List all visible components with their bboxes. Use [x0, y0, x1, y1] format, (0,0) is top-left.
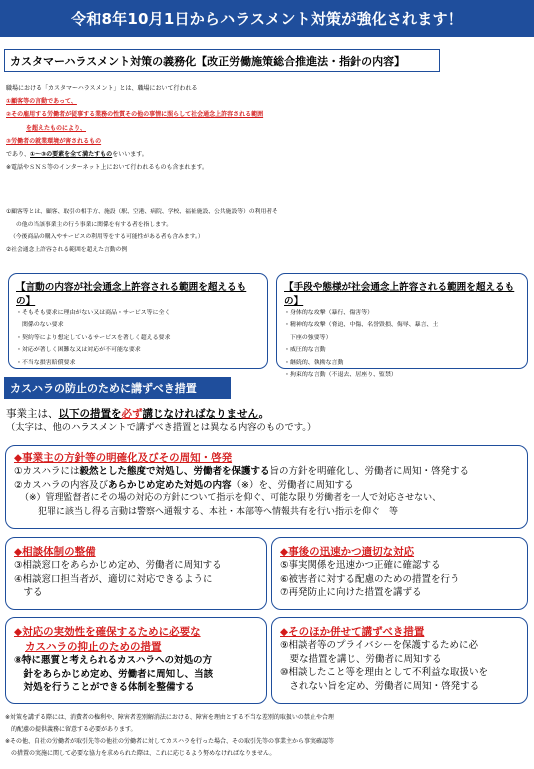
box-policy-title	[14, 450, 519, 465]
policy-line-2c: （※）を、労働者に周知する	[231, 479, 354, 491]
box-other-title	[280, 624, 519, 639]
list-item: ・契約等により想定しているサービスを著しく超える要求	[16, 333, 171, 341]
policy-note-1: （※）管理監督者にその場の対応の方針について指示を仰ぐ、可能な限り労働者を一人で対応させない、	[20, 493, 442, 504]
list-item: 関係のない要求	[16, 321, 64, 329]
diamond-icon: ◆	[280, 626, 289, 638]
page-banner	[0, 0, 534, 37]
conclusion-pre: であり、	[6, 151, 31, 159]
lead-underline-2: 講じなければなりません	[142, 408, 259, 420]
list-item: ・精神的な攻撃（脅迫、中傷、名誉毀損、侮辱、暴言、土	[284, 321, 439, 329]
diamond-icon: ◆	[14, 626, 23, 638]
definition-intro: 職場における「カスタマーハラスメント」とは、職場において行われる	[6, 85, 198, 92]
definition-block	[6, 82, 528, 174]
lead-pre: 事業主は、	[6, 408, 59, 420]
response-line-3: ⑦再発防止に向けた措置を講ずる	[280, 587, 422, 599]
other-line-1: ⑨相談者等のプライバシーを保護するために必	[280, 640, 479, 651]
policy-line-1b: 毅然とした態度で対処し、労働者を保護する	[79, 466, 270, 477]
box-response	[271, 537, 528, 610]
example-right-list	[284, 307, 520, 381]
def1-line-a: ①顧客等とは、顧客、取引の相手方、施設（駅、空港、病院、学校、福祉施設、公共施設等）の利用者そ	[6, 209, 278, 215]
lead-post: 。	[258, 408, 270, 420]
suppress-line-1: ⑧特に悪質と考えられるカスハラへの対処の方	[14, 655, 213, 666]
banner-title: 令和8年10月1日からハラスメント対策が強化されます！	[71, 10, 463, 28]
consult-line-3: する	[14, 587, 43, 599]
suppress-line-3: 対処を行うことができる体制を整備する	[14, 682, 195, 694]
example-left-title: 【言動の内容が社会通念上許容される範囲を超えるもの】	[16, 282, 247, 307]
response-line-1: ⑤事実関係を迅速かつ正確に確認する	[280, 560, 441, 571]
list-item: ・不当な損害賠償要求	[16, 358, 76, 366]
box-suppression	[5, 617, 267, 704]
diamond-icon: ◆	[14, 546, 23, 558]
response-line-2: ⑥被害者に対する配慮のための措置を行う	[280, 573, 460, 585]
definition-notes	[6, 206, 528, 256]
box-policy-title-text: 事業主の方針等の明確化及びその周知・啓発	[22, 452, 233, 464]
policy-line-2	[14, 479, 519, 493]
list-item: ・継続的、執拗な言動	[284, 358, 344, 366]
consult-line-2: ④相談窓口担当者が、適切に対応できるように	[14, 573, 213, 585]
lead-underline-1: 以下の措置を	[58, 408, 122, 420]
policy-line-2b: あらかじめ定めた対処の内容	[108, 479, 232, 491]
list-item: ・そもそも要求に理由がない又は商品・サービス等に全く	[16, 309, 171, 316]
section1-heading	[4, 49, 440, 72]
suppress-line-2: 針をあらかじめ定め、労働者に周知し、当該	[14, 668, 214, 680]
policy-note-2: 犯罪に該当し得る言動は警察へ通報する、本社・本部等へ情報共有を行い指示を仰ぐ 等	[38, 506, 399, 517]
footnotes	[5, 712, 531, 760]
box-other	[271, 617, 528, 704]
policy-line-1	[14, 465, 519, 479]
conclusion-bold: ①～③の要素を全て満たすもの	[30, 151, 113, 159]
box-other-title-text: そのほか併せて講ずべき措置	[288, 626, 425, 638]
section2-heading	[4, 377, 231, 399]
example-left-list	[16, 307, 260, 369]
box-suppression-title-2: カスハラの抑止のための措置	[25, 641, 162, 653]
box-policy	[5, 445, 528, 529]
footnote-2a: ※その他、自社の労働者が取引先等の他社の労働者に対してカスハラを行った場合、その取引先等の事業主から事実確認等	[5, 738, 335, 745]
example-box-manner	[276, 273, 528, 379]
box-consultation	[5, 537, 267, 610]
list-item: ・威圧的な言動	[284, 346, 326, 354]
def1-line-b: の他の当該事業主の行う事業に関係を有する者を指します。	[16, 221, 173, 228]
diamond-icon: ◆	[280, 546, 289, 558]
other-line-2: 要な措置を講じ、労働者に周知する	[280, 653, 442, 665]
element-1: ①顧客等の言動であって、	[6, 98, 77, 106]
footnote-1a: ※対策を講ずる際には、消費者の権利や、障害者差別解消法における、障害を理由とする不当な差別的取扱いの禁止や合理	[5, 714, 334, 721]
measures-lead-note: （太字は、他のハラスメントで講ずべき措置とは異なる内容のものです。）	[6, 422, 317, 433]
other-line-3: ⑩相談したこと等を理由として不利益な取扱いを	[280, 667, 489, 679]
element-2-cont: を超えたものにより、	[26, 124, 87, 132]
box-consultation-title-text: 相談体制の整備	[22, 546, 96, 558]
footnote-2b: の措置の実施に関して必要な協力を求められた際は、これに応じるよう努めなければなりません。	[5, 750, 276, 757]
box-response-title-text: 事後の迅速かつ適切な対応	[288, 546, 415, 558]
diamond-icon: ◆	[14, 452, 23, 464]
example-right-title: 【手段や態様が社会通念上許容される範囲を超えるもの】	[284, 282, 515, 307]
internet-note: ※電話やＳＮＳ等のインターネット上において行われるものも含まれます。	[6, 164, 209, 172]
example-box-content	[8, 273, 268, 369]
policy-line-1c: 旨の方針を明確化し、労働者に周知・啓発する	[269, 466, 470, 477]
box-consultation-title	[14, 544, 258, 559]
def1-line-c: （今後商品の購入やサービスの利用等をする可能性がある者も含みます。）	[10, 234, 204, 241]
policy-line-2a: ②カスハラの内容及び	[14, 479, 109, 491]
box-response-title	[280, 544, 519, 559]
list-item: ・拘束的な言動（不退去、居座り、監禁）	[284, 371, 397, 379]
section2-heading-text: カスハラの防止のために講ずべき措置	[10, 382, 197, 395]
conclusion-post: をいいます。	[112, 151, 148, 159]
element-3: ③労働者の就業環境が害されるもの	[6, 137, 102, 145]
lead-must: 必ず	[121, 408, 143, 420]
footnote-1b: 的配慮の提供義務に留意する必要があります。	[5, 726, 137, 733]
box-suppression-title	[14, 624, 258, 639]
policy-line-1a: ①カスハラには	[14, 466, 80, 477]
def2-line: ②社会通念上許容される範囲を超えた言動の例	[6, 246, 128, 253]
list-item: 下座の強要等）	[284, 333, 332, 341]
list-item: ・身体的な攻撃（暴行、傷害等）	[284, 309, 374, 316]
other-line-4: されない旨を定め、労働者に周知・啓発する	[280, 680, 480, 692]
box-suppression-title-1: 対応の実効性を確保するために必要な	[22, 626, 201, 638]
consult-line-1: ③相談窓口をあらかじめ定め、労働者に周知する	[14, 560, 222, 571]
list-item: ・対応が著しく困難な又は対応が不可能な要求	[16, 346, 141, 354]
element-2: ②その雇用する労働者が従事する業務の性質その他の事情に照らして社会通念上許容される範囲	[6, 111, 264, 119]
measures-lead	[6, 407, 528, 421]
section1-heading-text: カスタマーハラスメント対策の義務化【改正労働施策総合推進法・指針の内容】	[10, 54, 406, 68]
definition-conclusion	[6, 148, 528, 161]
